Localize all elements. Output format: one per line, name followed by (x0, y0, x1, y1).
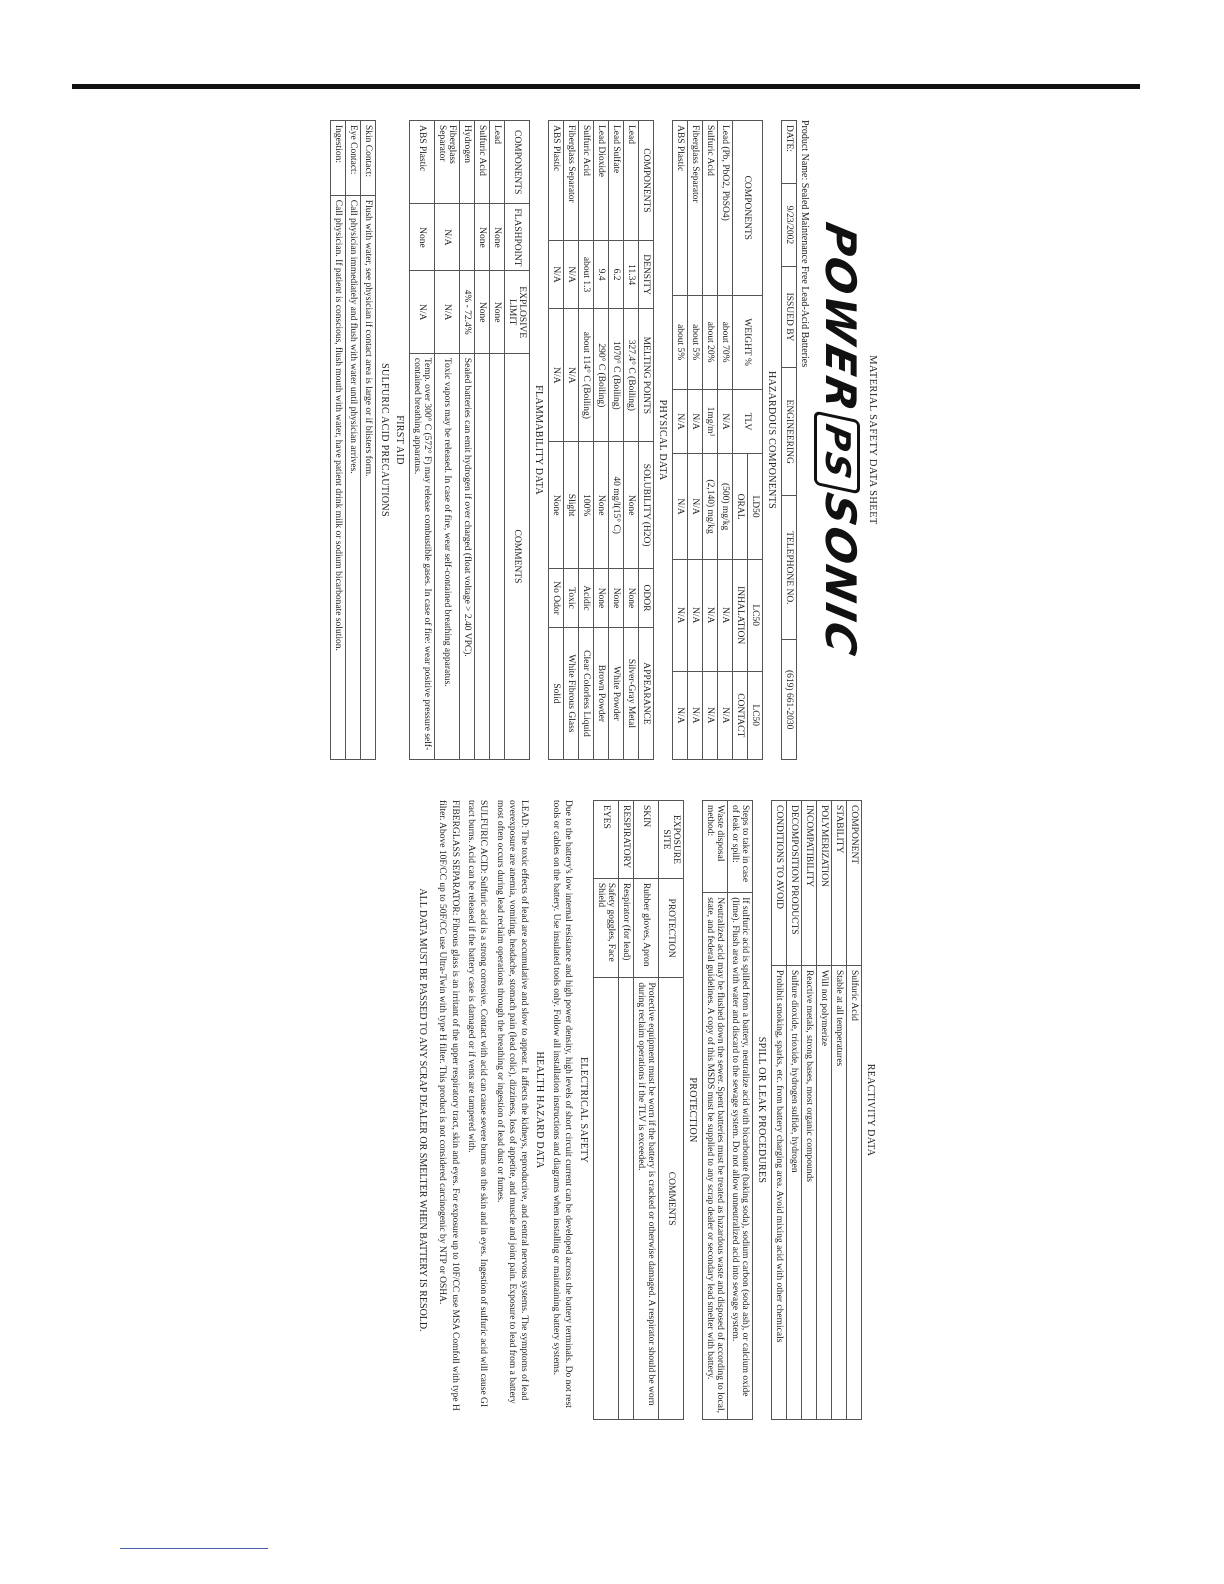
haz-sub-oral: ORAL (733, 454, 748, 560)
table-cell: Skin Contact: (361, 121, 376, 196)
table-cell: Sulfuric Acid (847, 965, 862, 1419)
column-header: MELTING POINTS (639, 309, 654, 442)
table-cell: RESPIRATORY (619, 801, 634, 879)
table-cell: N/A (688, 671, 703, 760)
table-row (609, 121, 624, 760)
table-row (410, 121, 435, 760)
table-row (847, 801, 862, 1420)
logo-text-power: POWER (816, 218, 865, 418)
flammability-title: FLAMMABILITY DATA (533, 385, 544, 495)
table-cell: Rubber gloves, Apron (634, 878, 659, 978)
table-cell: N/A (549, 309, 564, 442)
flammability-rows (410, 121, 505, 760)
column-header: COMMENTS (505, 353, 530, 759)
table-row (594, 121, 609, 760)
table-cell: Call physician immediately and flush with water until physician arrives. (346, 195, 361, 759)
table-cell: Fiberglass Separator (564, 121, 579, 241)
table-row (772, 801, 787, 1420)
table-cell: Lead (624, 121, 639, 241)
table-cell: Steps to take in case of leak or spill: (728, 801, 753, 893)
haz-header-lc50-a: LC50 (748, 559, 763, 671)
table-cell (594, 978, 619, 1420)
table-cell: None (594, 442, 609, 569)
protection-rows (594, 801, 659, 1420)
electrical-title: ELECTRICAL SAFETY (578, 1056, 589, 1164)
table-cell: Toxic (564, 569, 579, 628)
table-cell: White Powder (609, 627, 624, 759)
first-aid-title: FIRST AID (394, 415, 405, 465)
table-cell: Sulfuric Acid (703, 121, 718, 296)
table-cell: Sulfure dioxide, trioxide, hydrogen sulfide, hydrogen (787, 965, 802, 1419)
table-cell: COMPONENT (847, 801, 862, 966)
table-row (490, 121, 505, 760)
table-cell: None (609, 569, 624, 628)
health-acid-text: SULFURIC ACID: Sulfuric acid is a strong corrosive. Contact with acid can cause severe burns on the skin and in eyes. Ingestion of sulfuric acid will cause GI tract burns. Acid can be released if the battery case is damaged or if vents are tampered with. (465, 800, 489, 1408)
table-cell: 1mg/m³ (703, 389, 718, 454)
table-row (728, 801, 753, 1420)
table-cell: N/A (564, 240, 579, 309)
table-cell: Sealed batteries can emit hydrogen if over charged (float voltage > 2.40 VPC). (460, 353, 475, 759)
table-cell: N/A (435, 204, 460, 271)
table-cell: Sulfuric Acid (475, 121, 490, 204)
table-cell: Brown Powder (594, 627, 609, 759)
table-cell: N/A (410, 271, 435, 353)
health-fiberglass-text: FIBERGLASS SEPARATOR: Fibrous glass is an irritant of the upper respiratory tract, skin and eyes. For exposure up to 10F/CC use MSA Comfoll with type H filter. Above 10F/CC up to 50F/CC use Ultra-Twin with type H filter. This product is not considered carcinogenic by NTP or OSHA. (437, 800, 460, 1411)
table-row (703, 801, 728, 1420)
date-label: DATE: (782, 121, 797, 184)
table-cell: N/A (718, 389, 733, 454)
hazardous-rows (673, 121, 733, 760)
haz-sub-inhalation: INHALATION (733, 559, 748, 671)
table-cell (619, 978, 634, 1420)
table-cell: None (490, 271, 505, 353)
logo-ps-mark: PS (814, 411, 860, 494)
table-cell: about 5% (673, 295, 688, 389)
table-cell: Slight (564, 442, 579, 569)
table-cell: None (475, 271, 490, 353)
table-row (718, 121, 733, 760)
table-cell: (500) mg/kg (718, 454, 733, 560)
table-cell: EYES (594, 801, 619, 879)
table-row (361, 121, 376, 760)
table-cell: Lead (490, 121, 505, 204)
table-cell: 11.34 (624, 240, 639, 309)
column-header: COMPONENTS (505, 121, 530, 204)
table-cell (460, 204, 475, 271)
haz-header-weight: WEIGHT % (733, 295, 763, 389)
table-cell: Stable at all temperatures (832, 965, 847, 1419)
table-cell: DECOMPOSITION PRODUCTS (787, 801, 802, 966)
column-header: EXPOSURE SITE (659, 801, 684, 879)
table-cell: Lead (Pb, PbO2, PbSO4) (718, 121, 733, 296)
table-row (703, 121, 718, 760)
first-aid-rows (331, 121, 376, 760)
table-cell: None (624, 442, 639, 569)
table-cell: Lead Dioxide (594, 121, 609, 241)
table-cell: Neutralized acid may be flushed down the sewer. Spent batteries must be treated as hazardous waste and disposed of according to local, state, and federal guidelines. A copy of this MSDS must be supplied to any scrap dealer or secondary lead smelter with battery. (703, 893, 728, 1420)
table-cell: Respirator (for lead) (619, 878, 634, 978)
column-header: ODOR (639, 569, 654, 628)
date-value: 9/23/2002 (782, 183, 797, 266)
table-cell: N/A (673, 389, 688, 454)
table-row (475, 121, 490, 760)
issued-value: ENGINEERING (782, 368, 797, 496)
table-cell: N/A (718, 559, 733, 671)
hazardous-title: HAZARDOUS COMPONENTS (766, 371, 777, 509)
table-cell: ABS Plastic (410, 121, 435, 204)
table-cell: Ingestion: (331, 121, 346, 196)
spill-title: SPILL OR LEAK PROCEDURES (756, 1036, 767, 1184)
resale-notice: ALL DATA MUST BE PASSED TO ANY SCRAP DEALER OR SMELTER WHEN BATTERY IS RESOLD. (416, 888, 428, 1332)
table-cell: N/A (673, 671, 688, 760)
table-row (688, 121, 703, 760)
phone-label: TELEPHONE NO. (782, 496, 797, 640)
table-cell: 4% - 72.4% (460, 271, 475, 353)
table-cell: about 20% (703, 295, 718, 389)
flammability-table (409, 120, 530, 760)
protection-table (593, 800, 684, 1420)
flammability-header-row (505, 121, 530, 760)
table-row (594, 801, 619, 1420)
table-row (832, 801, 847, 1420)
reactivity-rows (772, 801, 862, 1420)
reactivity-table (771, 800, 862, 1420)
table-cell: Toxic vapors may be released. In case of fire, wear self-contained breathing apparatus. (435, 353, 460, 759)
table-cell: 6.2 (609, 240, 624, 309)
table-cell: Will not polymerize (817, 965, 832, 1419)
table-row (624, 121, 639, 760)
table-cell: Temp. over 300° C (572° F) may release combustible gases. In case of fire: wear positive pressure self-contained breathing apparatus. (410, 353, 435, 759)
table-row (549, 121, 564, 760)
health-lead-text: LEAD: The toxic effects of lead are accumulative and slow to appear. It affects the kidneys, reproductive, and central nervous systems. The symptoms of lead overexposure are anemia, vomiting, headache, stomach pain (lead colic), dizziness, loss of appetite, and muscle and joint pain. Exposure to lead from a battery most often occurs during lead reclaim operations through the breathing or ingestion of lead dust or fumes. (494, 800, 530, 1404)
table-cell: Fiberglass Separator (688, 121, 703, 296)
table-cell: (2,140) mg/kg (703, 454, 718, 560)
table-row (817, 801, 832, 1420)
table-cell: Acidic (579, 569, 594, 628)
electrical-text: Due to the battery's low internal resistance and high power density, high levels of short circuit current can be developed across the battery terminals. Do not rest tools or cables on the battery. Use insulated tools only. Follow all installation instructions and diagrams when installing or maintaining battery systems. (550, 800, 573, 1408)
table-row (619, 801, 634, 1420)
table-cell: N/A (703, 559, 718, 671)
table-cell: N/A (435, 271, 460, 353)
health-title: HEALTH HAZARD DATA (534, 1051, 546, 1169)
table-cell: Reactive metals, strong bases, most organic compounds (802, 965, 817, 1419)
issued-label: ISSUED BY (782, 266, 797, 367)
table-cell: Eye Contact: (346, 121, 361, 196)
table-cell (475, 353, 490, 759)
product-name: Product Name: Sealed Maintenance Free Lead-Acid Batteries (799, 120, 810, 368)
column-header: APPEARANCE (639, 627, 654, 759)
table-cell: N/A (718, 671, 733, 760)
logo-text-sonic: SONIC (816, 488, 865, 662)
table-cell: None (549, 442, 564, 569)
reactivity-title: REACTIVITY DATA (865, 1063, 876, 1157)
table-cell: N/A (688, 454, 703, 560)
protection-title: PROTECTION (687, 1077, 698, 1143)
table-cell: ABS Plastic (549, 121, 564, 241)
table-cell: Lead Sulfate (609, 121, 624, 241)
physical-rows (549, 121, 639, 760)
header-table (781, 120, 797, 760)
table-cell: about 1.3 (579, 240, 594, 309)
table-row (802, 801, 817, 1420)
column-header: DENSITY (639, 240, 654, 309)
first-aid-subtitle: SULFURIC ACID PRECAUTIONS (379, 363, 390, 517)
table-cell: N/A (688, 559, 703, 671)
table-cell: N/A (688, 389, 703, 454)
table-cell: None (594, 569, 609, 628)
table-cell: 9.4 (594, 240, 609, 309)
column-header: SOLUBILITY (H2O) (639, 442, 654, 569)
table-cell: None (410, 204, 435, 271)
table-cell: STABILITY (832, 801, 847, 966)
table-cell: 290° C (Boiling) (594, 309, 609, 442)
table-cell: Protective equipment must be worn if the battery is cracked or otherwise damaged. A respirator should be worn during reclaim operations if the TLV is exceeded. (634, 978, 659, 1420)
table-cell: Hydrogen (460, 121, 475, 204)
table-cell: Clear Colorless Liquid (579, 627, 594, 759)
table-row (564, 121, 579, 760)
table-cell: Call physician. If patient is conscious, flush mouth with water, have patient drink milk or sodium bicarbonate solution. (331, 195, 346, 759)
table-row (673, 121, 688, 760)
physical-table (548, 120, 654, 760)
haz-header-components: COMPONENTS (733, 121, 763, 296)
table-row (579, 121, 594, 760)
table-cell: about 114° C (Boiling) (579, 309, 594, 442)
table-cell: If sulfuric acid is spilled from a battery, neutralize acid with bicarbonate (baking soda), sodium carbon (soda ash), or calcium oxide (lime). Flush area with water and discard to the sewage system. Do not allow unneutralized acid into sewage system. (728, 893, 753, 1420)
table-cell: 327.4° C (Boiling) (624, 309, 639, 442)
table-cell: Safety goggles, Face Shield (594, 878, 619, 978)
table-cell: 40 mg/l(15° C) (609, 442, 624, 569)
table-cell: SKIN (634, 801, 659, 879)
haz-header-lc50-b: LC50 (748, 671, 763, 760)
column-header: COMMENTS (659, 978, 684, 1420)
table-cell: INCOMPATIBILITY (802, 801, 817, 966)
left-column (330, 120, 880, 760)
physical-header-row (639, 121, 654, 760)
haz-sub-contact: CONTACT (733, 671, 748, 760)
table-cell: N/A (549, 240, 564, 309)
table-cell: Waste disposal method: (703, 801, 728, 893)
sheet-title: MATERIAL SAFETY DATA SHEET (867, 355, 878, 525)
table-row (331, 121, 346, 760)
haz-header-tlv: TLV (733, 389, 763, 454)
column-header: PROTECTION (659, 878, 684, 978)
table-cell: None (475, 204, 490, 271)
table-row (460, 121, 475, 760)
column-header: COMPONENTS (639, 121, 654, 241)
table-cell: 1070° C (Boiling) (609, 309, 624, 442)
physical-title: PHYSICAL DATA (657, 399, 668, 481)
table-cell: None (624, 569, 639, 628)
table-cell: POLYMERIZATION (817, 801, 832, 966)
table-row (787, 801, 802, 1420)
footer-rule (120, 1548, 268, 1549)
power-sonic-logo (814, 115, 865, 766)
msds-sheet (160, 120, 880, 1420)
table-cell (490, 353, 505, 759)
table-cell: None (490, 204, 505, 271)
haz-header-ld50: LD50 (748, 454, 763, 560)
spill-table (702, 800, 753, 1420)
hazardous-table (672, 120, 763, 760)
table-cell: Sulfuric Acid (579, 121, 594, 241)
table-row (435, 121, 460, 760)
table-cell: Silver-Gray Metal (624, 627, 639, 759)
table-cell: Flush with water, see physician if contact area is large or if blisters form. (361, 195, 376, 759)
table-cell: N/A (673, 454, 688, 560)
table-cell: No Odor (549, 569, 564, 628)
table-cell: Prohibit smoking, sparks, etc. from battery charging area. Avoid mixing acid with other chemicals (772, 965, 787, 1419)
column-header: EXPLOSIVE LIMIT (505, 271, 530, 353)
table-cell: N/A (703, 671, 718, 760)
protection-header-row (659, 801, 684, 1420)
table-row (346, 121, 361, 760)
table-cell: ABS Plastic (673, 121, 688, 296)
table-cell: about 5% (688, 295, 703, 389)
first-aid-table (330, 120, 376, 760)
table-cell: CONDITIONS TO AVOID (772, 801, 787, 966)
table-cell: White Fibrous Glass (564, 627, 579, 759)
column-header: FLASHPOINT (505, 204, 530, 271)
table-row (634, 801, 659, 1420)
right-column (417, 800, 880, 1420)
table-cell: about 70% (718, 295, 733, 389)
table-cell: Solid (549, 627, 564, 759)
table-cell: N/A (673, 559, 688, 671)
top-rule (72, 84, 1140, 89)
spill-rows (703, 801, 753, 1420)
table-cell: Fiberglass Separator (435, 121, 460, 204)
phone-value: (619) 661-2030 (782, 640, 797, 760)
table-cell: 100% (579, 442, 594, 569)
table-cell: N/A (564, 309, 579, 442)
